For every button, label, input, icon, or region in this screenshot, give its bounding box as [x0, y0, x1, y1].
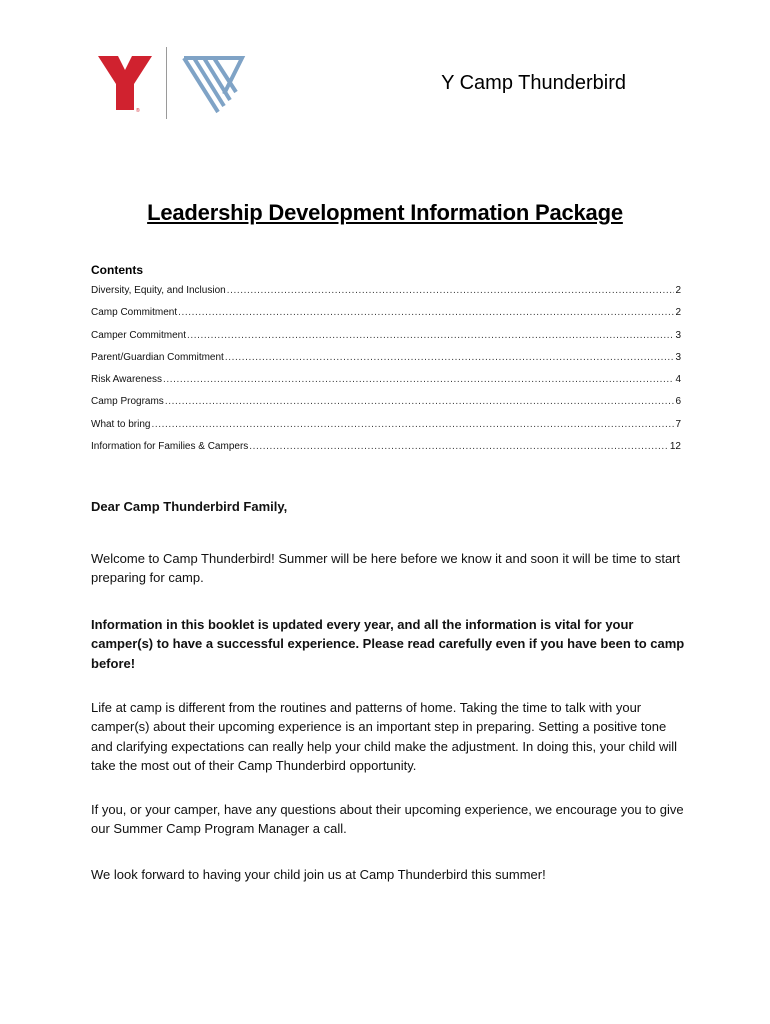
toc-entry-label: Risk Awareness: [91, 374, 162, 386]
toc-leader-dots: [187, 329, 674, 343]
toc-entry-page: 2: [675, 285, 681, 296]
logo-divider: [166, 47, 167, 119]
toc-leader-dots: [151, 418, 674, 432]
toc-entry[interactable]: [91, 306, 681, 328]
toc-leader-dots: [249, 440, 669, 454]
table-of-contents: [91, 263, 681, 462]
toc-entry-label: Diversity, Equity, and Inclusion: [91, 285, 226, 296]
toc-entry-page: 2: [675, 307, 681, 319]
letter-paragraph: Welcome to Camp Thunderbird! Summer will be here before we know it and soon it will be time to start preparing for camp.: [91, 551, 681, 586]
toc-leader-dots: [165, 395, 675, 409]
ymca-logo-icon: [96, 52, 154, 114]
letter-greeting: Dear Camp Thunderbird Family,: [91, 499, 288, 514]
toc-heading: Contents: [91, 263, 143, 277]
toc-entry-page: 4: [675, 374, 681, 386]
toc-entry[interactable]: [91, 373, 681, 395]
toc-entry-label: Camp Commitment: [91, 307, 178, 319]
letter-paragraph: Life at camp is different from the routines and patterns of home. Taking the time to talk with your camper(s) about their upcoming experience is an important step in preparing. Setting a positive tone and clarifying expectations can really help your child make the adjustment. In doing this, your child will take the most out of their Camp Thunderbird opportunity.: [91, 700, 678, 774]
toc-entry-page: 7: [675, 418, 681, 430]
letter-paragraph: If you, or your camper, have any questions about their upcoming experience, we encourage you to give our Summer Camp Program Manager a call.: [91, 802, 684, 837]
toc-entry[interactable]: [91, 440, 681, 462]
toc-entry-label: Camper Commitment: [91, 329, 187, 341]
letter-closing-paragraph: We look forward to having your child join us at Camp Thunderbird this summer!: [91, 867, 546, 882]
thunderbird-logo-icon: [178, 54, 246, 116]
toc-entry-label: Parent/Guardian Commitment: [91, 351, 224, 363]
toc-entry-page: 3: [675, 351, 681, 363]
toc-entry-label: Camp Programs: [91, 396, 164, 408]
toc-entry-label: What to bring: [91, 418, 151, 430]
svg-text:®: ®: [136, 108, 140, 114]
toc-entry[interactable]: [91, 418, 681, 440]
page-title: Leadership Development Information Package: [147, 200, 623, 225]
toc-entry-page: 12: [669, 441, 681, 453]
toc-leader-dots: [178, 306, 674, 320]
camp-name: Y Camp Thunderbird: [441, 72, 626, 94]
toc-entry[interactable]: [91, 284, 681, 306]
toc-entry[interactable]: [91, 351, 681, 373]
toc-entry-page: 6: [675, 396, 681, 408]
toc-entry-label: Information for Families & Campers: [91, 441, 249, 453]
toc-entry[interactable]: [91, 329, 681, 351]
toc-leader-dots: [163, 373, 674, 387]
toc-entry[interactable]: [91, 395, 681, 417]
toc-entry-page: 3: [675, 329, 681, 341]
toc-leader-dots: [225, 351, 675, 365]
letter-important-notice: Information in this booklet is updated every year, and all the information is vital for your camper(s) to have a successful experience. Please read carefully even if you have been to camp before!: [91, 617, 685, 671]
toc-leader-dots: [227, 284, 675, 298]
